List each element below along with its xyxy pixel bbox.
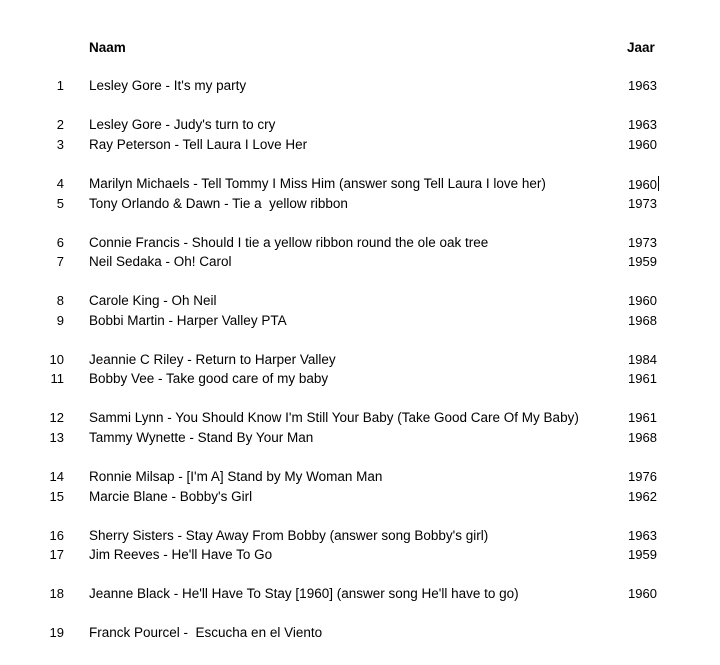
list-item: [0, 410, 720, 430]
song-title: Bobby Vee - Take good care of my baby: [89, 371, 329, 386]
list-item: [0, 430, 720, 450]
row-number: 13: [49, 430, 64, 445]
song-year: 1963: [628, 117, 657, 132]
song-year: 1960: [628, 137, 657, 152]
song-title: Jeannie C Riley - Return to Harper Valley: [89, 352, 336, 367]
row-number: 9: [56, 313, 64, 328]
list-item: [0, 586, 720, 606]
song-title: Lesley Gore - It's my party: [89, 78, 247, 93]
song-title: Ray Peterson - Tell Laura I Love Her: [89, 137, 308, 152]
list-item: [0, 176, 720, 196]
song-year: 1963: [628, 78, 657, 93]
list-item: [0, 235, 720, 255]
list-item: [0, 371, 720, 391]
song-title: Bobbi Martin - Harper Valley PTA: [89, 313, 287, 328]
song-year: 1963: [628, 528, 657, 543]
list-item: [0, 313, 720, 333]
song-title: Franck Pourcel - Escucha en el Viento: [89, 625, 323, 640]
song-title: Marcie Blane - Bobby's Girl: [89, 489, 253, 504]
list-item: [0, 489, 720, 509]
list-item: [0, 528, 720, 548]
song-title: Tony Orlando & Dawn - Tie a yellow ribbon: [89, 196, 348, 211]
text-cursor: [658, 176, 659, 191]
row-number: 1: [56, 78, 64, 93]
list-item: [0, 78, 720, 98]
song-year: 1960: [628, 293, 657, 308]
song-year: 1960: [628, 586, 657, 601]
list-item: [0, 137, 720, 157]
song-title: Jim Reeves - He'll Have To Go: [89, 547, 273, 562]
song-year: 1959: [628, 254, 657, 269]
row-number: 18: [49, 586, 64, 601]
row-number: 12: [49, 410, 64, 425]
song-year: 1961: [628, 371, 657, 386]
song-year: 1973: [628, 196, 657, 211]
list-item: [0, 469, 720, 489]
column-header-jaar: Jaar: [627, 40, 655, 55]
row-number: 10: [49, 352, 64, 367]
list-item: [0, 547, 720, 567]
row-number: 2: [56, 117, 64, 132]
row-number: 16: [49, 528, 64, 543]
song-title: Neil Sedaka - Oh! Carol: [89, 254, 232, 269]
song-year: 1961: [628, 410, 657, 425]
song-year: 1959: [628, 547, 657, 562]
list-item: [0, 117, 720, 137]
row-number: 4: [56, 176, 64, 191]
song-title: Tammy Wynette - Stand By Your Man: [89, 430, 314, 445]
row-number: 17: [49, 547, 64, 562]
song-year: 1968: [628, 430, 657, 445]
row-number: 7: [56, 254, 64, 269]
song-title: Ronnie Milsap - [I'm A] Stand by My Woman Man: [89, 469, 383, 484]
column-header-naam: Naam: [89, 40, 126, 55]
row-number: 6: [56, 235, 64, 250]
song-year: 1976: [628, 469, 657, 484]
song-year: 1962: [628, 489, 657, 504]
list-item: [0, 625, 720, 645]
list-item: [0, 254, 720, 274]
list-item: [0, 196, 720, 216]
song-title: Sammi Lynn - You Should Know I'm Still Your Baby (Take Good Care Of My Baby): [89, 410, 579, 425]
row-number: 3: [56, 137, 64, 152]
song-year: 1968: [628, 313, 657, 328]
row-number: 11: [50, 371, 64, 386]
song-year: 1973: [628, 235, 657, 250]
list-item: [0, 352, 720, 372]
song-title: Jeanne Black - He'll Have To Stay [1960] (answer song He'll have to go): [89, 586, 519, 601]
song-title: Lesley Gore - Judy's turn to cry: [89, 117, 276, 132]
row-number: 15: [49, 489, 64, 504]
row-number: 8: [56, 293, 64, 308]
song-title: Sherry Sisters - Stay Away From Bobby (answer song Bobby's girl): [89, 528, 489, 543]
song-year: 1960: [628, 177, 657, 192]
row-number: 19: [49, 625, 64, 640]
song-title: Connie Francis - Should I tie a yellow ribbon round the ole oak tree: [89, 235, 489, 250]
song-year: 1984: [628, 352, 657, 367]
row-number: 5: [56, 196, 64, 211]
row-number: 14: [49, 469, 64, 484]
song-title: Marilyn Michaels - Tell Tommy I Miss Him (answer song Tell Laura I love her): [89, 176, 546, 191]
song-title: Carole King - Oh Neil: [89, 293, 217, 308]
list-item: [0, 293, 720, 313]
song-year-with-cursor[interactable]: [628, 176, 659, 192]
